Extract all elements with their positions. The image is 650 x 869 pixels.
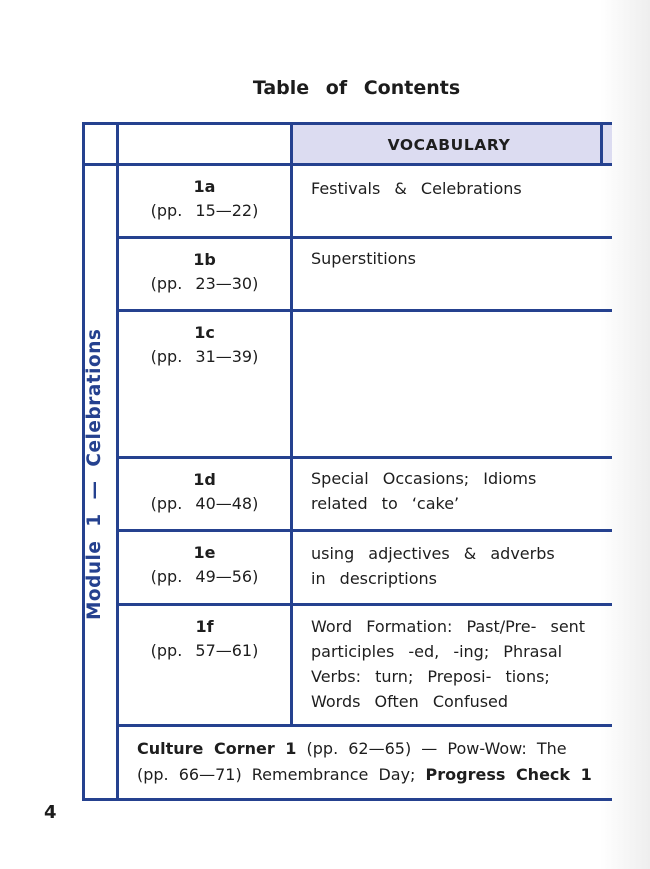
vocab-cell: Festivals & Celebrations xyxy=(311,179,522,198)
culture-corner-row xyxy=(137,736,617,788)
lesson-pages: (pp. 23—30) xyxy=(150,274,259,293)
lesson-pages: (pp. 15—22) xyxy=(150,201,259,220)
progress-check-label: Progress Check 1 xyxy=(425,765,592,784)
table-rule xyxy=(116,236,612,239)
lesson-cell-1d xyxy=(118,468,291,516)
vocab-cell: Superstitions xyxy=(311,249,416,268)
lesson-code: 1d xyxy=(193,470,216,489)
lesson-code: 1e xyxy=(193,543,216,562)
lesson-cell-1a xyxy=(118,175,291,223)
table-border-right xyxy=(600,122,603,166)
lesson-pages: (pp. 40—48) xyxy=(150,494,259,513)
culture-corner-label: Culture Corner 1 xyxy=(137,739,297,758)
table-rule xyxy=(116,309,612,312)
culture-corner-text: (pp. 62—65) — Pow-Wow: The xyxy=(296,739,567,758)
table-rule xyxy=(116,122,119,801)
lesson-code: 1c xyxy=(194,323,215,342)
vocabulary-header: VOCABULARY xyxy=(387,136,511,154)
lesson-pages: (pp. 57—61) xyxy=(150,641,259,660)
lesson-cell-1e xyxy=(118,541,291,589)
page-title: Table of Contents xyxy=(252,77,461,99)
lesson-cell-1b xyxy=(118,248,291,296)
table-border-top xyxy=(82,122,612,125)
table-rule xyxy=(116,603,612,606)
remembrance-text: (pp. 66—71) Remembrance Day; xyxy=(137,765,426,784)
module-label: Module 1 — Celebrations xyxy=(84,328,105,620)
vocab-cell: Special Occasions; Idioms related to ‘cake’ xyxy=(311,469,537,513)
page-number: 4 xyxy=(44,802,57,823)
table-rule xyxy=(116,529,612,532)
table-border-bottom xyxy=(82,798,612,801)
table-rule xyxy=(82,163,612,166)
lesson-code: 1a xyxy=(193,177,216,196)
table-rule xyxy=(116,456,612,459)
lesson-code: 1f xyxy=(195,617,214,636)
lesson-cell-1f xyxy=(118,615,291,663)
table-rule xyxy=(116,724,612,727)
lesson-pages: (pp. 31—39) xyxy=(150,347,259,366)
lesson-pages: (pp. 49—56) xyxy=(150,567,259,586)
contents-table xyxy=(82,122,612,802)
lesson-cell-1c xyxy=(118,321,291,369)
lesson-code: 1b xyxy=(193,250,216,269)
vocab-cell: using adjectives & adverbs in descriptions xyxy=(311,544,555,588)
vocab-cell: Word Formation: Past/Pre- sent participles -ed, -ing; Phrasal Verbs: turn; Preposi- tions; Words Often Confused xyxy=(311,617,586,711)
